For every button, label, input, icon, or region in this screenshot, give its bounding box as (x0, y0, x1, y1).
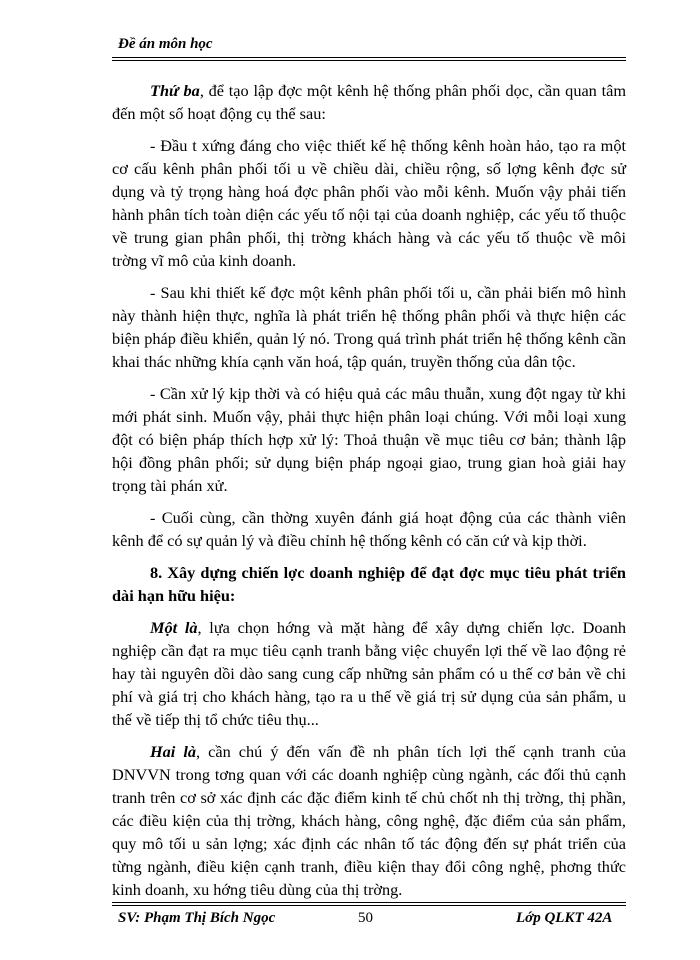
paragraph-mot-la (112, 616, 626, 731)
header-rule-double (112, 60, 626, 61)
paragraph-bullet-3: - Cần xử lý kịp thời và có hiệu quả các mâu thuẫn, xung đột ngay từ khi mới phát sinh. Muốn vậy, phải thực hiện phân loại chúng. Với mỗi loại xung đột có biện pháp thích hợp xử lý: Thoả thuận về mục tiêu cơ bản; thành lập hội đồng phân phối; sử dụng biện pháp ngoại giao, trung gian hoà giải hay trọng tài phán xử. (112, 384, 626, 495)
paragraph-thu-ba (112, 79, 626, 125)
page-number: 50 (358, 910, 373, 926)
footer-rule-double (112, 905, 626, 906)
page-header-title: Đề án môn học (118, 36, 213, 52)
paragraph-bullet-2: - Sau khi thiết kế đợc một kênh phân phối tối u, cần phải biến mô hình này thành hiện thực, nghĩa là phát triển hệ thống phân phối và thực hiện các biện pháp điều khiển, quản lý nó. Trong quá trình phát triển hệ thống kênh cần khai thác những khía cạnh văn hoá, tập quán, truyền thống của dân tộc. (112, 283, 626, 371)
header-rule (112, 57, 626, 58)
paragraph-bullet-1: - Đầu t xứng đáng cho việc thiết kế hệ thống kênh hoàn hảo, tạo ra một cơ cấu kênh phân phối tối u về chiều dài, chiều rộng, số lợng kênh đợc sử dụng và tỷ trọng hàng hoá đợc phân phối vào mỗi kênh. Muốn vậy phải tiến hành phân tích toàn diện các yếu tố nội tại của doanh nghiệp, các yếu tố thuộc về trung gian phân phối, thị trờng khách hàng và các yếu tố thuộc về môi trờng vĩ mô của kinh doanh. (112, 136, 626, 270)
footer-author: SV: Phạm Thị Bích Ngọc (118, 910, 276, 926)
lead-term: Hai là (150, 742, 197, 761)
lead-term: Một là (150, 618, 198, 637)
paragraph-text: , để tạo lập đợc một kênh hệ thống phân phối dọc, cần quan tâm đến một số hoạt động cụ thể sau: (112, 81, 627, 123)
footer-class: Lớp QLKT 42A (516, 910, 613, 926)
document-body (112, 79, 626, 910)
lead-term: Thứ ba (150, 81, 200, 100)
paragraph-hai-la (112, 740, 626, 901)
section-heading-8: 8. Xây dựng chiến lợc doanh nghiệp để đạt đợc mục tiêu phát triển dài hạn hữu hiệu: (112, 563, 626, 605)
paragraph-bullet-4: - Cuối cùng, cần thờng xuyên đánh giá hoạt động của các thành viên kênh để có sự quản lý và điều chỉnh hệ thống kênh có căn cứ và kịp thời. (112, 508, 626, 550)
paragraph-text: , lựa chọn hớng và mặt hàng để xây dựng chiến lợc. Doanh nghiệp cần đạt ra mục tiêu cạnh tranh bằng việc chuyển lợi thế về lao động rẻ hay tài nguyên dồi dào sang cung cấp những sản phẩm có u thế cơ bản về chi phí và giá trị cho khách hàng, tạo ra u thế về giá trị sử dụng của sản phẩm, u thế về tiếp thị tổ chức tiêu thụ... (112, 618, 626, 729)
paragraph-text: , cần chú ý đến vấn đề nh phân tích lợi thế cạnh tranh của DNVVN trong tơng quan với các doanh nghiệp cùng ngành, các đối thủ cạnh tranh trên cơ sở xác định các đặc điểm kinh tế chủ chốt nh thị trờng, thị phần, các điều kiện của thị trờng, khách hàng, công nghệ, đặc điểm của sản phẩm, quy mô tối u sản lợng; xác định các nhân tố tác động đến sự phát triển của từng ngành, điều kiện cạnh tranh, điều kiện thay đổi công nghệ, phơng thức kinh doanh, xu hớng tiêu dùng của thị trờng. (112, 742, 626, 899)
footer-rule (112, 902, 626, 903)
